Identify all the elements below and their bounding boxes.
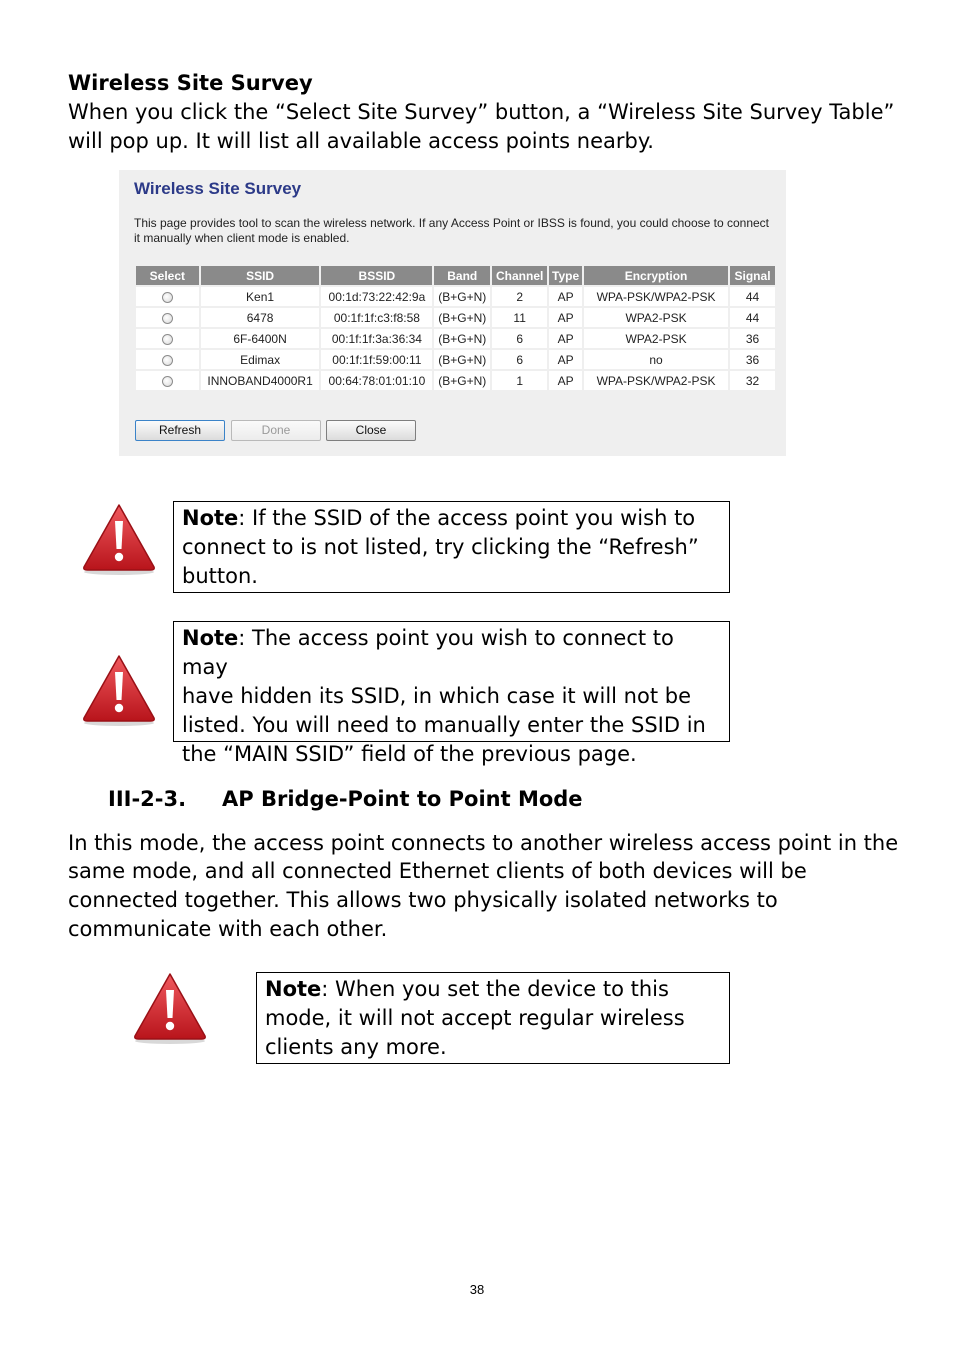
note-label: Note xyxy=(265,977,322,1001)
note-hidden-ssid xyxy=(173,621,730,766)
select-radio[interactable] xyxy=(162,292,173,303)
done-button[interactable]: Done xyxy=(231,420,321,441)
note-text: button. xyxy=(182,564,258,588)
panel-description-line: This page provides tool to scan the wireless network. If any Access Point or IBSS is found, you could choose to connect xyxy=(134,216,770,230)
note-text: clients any more. xyxy=(265,1035,447,1059)
column-header: Encryption xyxy=(584,266,728,285)
encryption-cell: WPA-PSK/WPA2-PSK xyxy=(584,287,728,306)
note-no-clients xyxy=(256,972,730,1064)
paragraph-line: When you click the “Select Site Survey” button, a “Wireless Site Survey Table” xyxy=(68,100,895,124)
table-header-row xyxy=(136,266,775,285)
channel-cell: 6 xyxy=(492,350,547,369)
select-cell xyxy=(136,329,199,348)
type-cell: AP xyxy=(549,308,582,327)
note-text: : If the SSID of the access point you wish to xyxy=(238,506,696,530)
note-text: mode, it will not accept regular wireless xyxy=(265,1006,685,1030)
column-header: Channel xyxy=(492,266,547,285)
bssid-cell: 00:1f:1f:3a:36:34 xyxy=(321,329,432,348)
site-survey-table xyxy=(134,264,777,392)
column-header: Band xyxy=(434,266,490,285)
select-cell xyxy=(136,350,199,369)
band-cell: (B+G+N) xyxy=(434,287,490,306)
note-text: the “MAIN SSID” field of the previous page. xyxy=(182,742,637,766)
note-label: Note xyxy=(182,506,239,530)
warning-triangle-icon xyxy=(81,652,157,728)
note-text: connect to is not listed, try clicking the “Refresh” xyxy=(182,535,699,559)
note-label: Note xyxy=(182,626,239,650)
column-header: Type xyxy=(549,266,582,285)
note-refresh xyxy=(173,501,730,593)
site-survey-panel xyxy=(119,170,786,456)
encryption-cell: no xyxy=(584,350,728,369)
channel-cell: 2 xyxy=(492,287,547,306)
select-radio[interactable] xyxy=(162,313,173,324)
signal-cell: 36 xyxy=(730,329,775,348)
paragraph-line: connected together. This allows two physically isolated networks to xyxy=(68,888,778,912)
warning-triangle-icon xyxy=(132,970,208,1046)
section-number: III-2-3. xyxy=(108,787,187,811)
ssid-cell: 6478 xyxy=(201,308,320,327)
select-radio[interactable] xyxy=(162,334,173,345)
table-row xyxy=(136,350,775,369)
band-cell: (B+G+N) xyxy=(434,329,490,348)
ssid-cell: 6F-6400N xyxy=(201,329,320,348)
bssid-cell: 00:64:78:01:01:10 xyxy=(321,371,432,390)
page-number: 38 xyxy=(469,1282,485,1297)
refresh-button[interactable]: Refresh xyxy=(135,420,225,441)
band-cell: (B+G+N) xyxy=(434,308,490,327)
ssid-cell: INNOBAND4000R1 xyxy=(201,371,320,390)
encryption-cell: WPA-PSK/WPA2-PSK xyxy=(584,371,728,390)
select-radio[interactable] xyxy=(162,355,173,366)
channel-cell: 11 xyxy=(492,308,547,327)
note-text: : When you set the device to this xyxy=(321,977,669,1001)
encryption-cell: WPA2-PSK xyxy=(584,329,728,348)
encryption-cell: WPA2-PSK xyxy=(584,308,728,327)
panel-description xyxy=(134,216,779,246)
column-header: BSSID xyxy=(321,266,432,285)
table-row xyxy=(136,287,775,306)
paragraph-line: In this mode, the access point connects to another wireless access point in the xyxy=(68,831,899,855)
section-title: AP Bridge-Point to Point Mode xyxy=(222,787,583,811)
note-text: listed. You will need to manually enter the SSID in xyxy=(182,713,706,737)
ssid-cell: Edimax xyxy=(201,350,320,369)
note-text: : The access point you wish to connect to may xyxy=(182,626,674,679)
channel-cell: 6 xyxy=(492,329,547,348)
select-cell xyxy=(136,371,199,390)
panel-description-line: it manually when client mode is enabled. xyxy=(134,231,350,245)
type-cell: AP xyxy=(549,287,582,306)
panel-title: Wireless Site Survey xyxy=(134,179,302,198)
type-cell: AP xyxy=(549,329,582,348)
warning-triangle-icon xyxy=(81,501,157,577)
column-header: Select xyxy=(136,266,199,285)
paragraph-line: same mode, and all connected Ethernet clients of both devices will be xyxy=(68,859,807,883)
bssid-cell: 00:1f:1f:59:00:11 xyxy=(321,350,432,369)
band-cell: (B+G+N) xyxy=(434,350,490,369)
signal-cell: 36 xyxy=(730,350,775,369)
close-button[interactable]: Close xyxy=(326,420,416,441)
type-cell: AP xyxy=(549,350,582,369)
ssid-cell: Ken1 xyxy=(201,287,320,306)
bssid-cell: 00:1d:73:22:42:9a xyxy=(321,287,432,306)
signal-cell: 44 xyxy=(730,287,775,306)
column-header: Signal xyxy=(730,266,775,285)
channel-cell: 1 xyxy=(492,371,547,390)
select-cell xyxy=(136,287,199,306)
select-radio[interactable] xyxy=(162,376,173,387)
select-cell xyxy=(136,308,199,327)
signal-cell: 32 xyxy=(730,371,775,390)
section-heading: Wireless Site Survey xyxy=(68,71,313,95)
column-header: SSID xyxy=(201,266,320,285)
table-row xyxy=(136,329,775,348)
table-row xyxy=(136,308,775,327)
type-cell: AP xyxy=(549,371,582,390)
signal-cell: 44 xyxy=(730,308,775,327)
table-row xyxy=(136,371,775,390)
paragraph-line: will pop up. It will list all available access points nearby. xyxy=(68,129,654,153)
bssid-cell: 00:1f:1f:c3:f8:58 xyxy=(321,308,432,327)
paragraph-line: communicate with each other. xyxy=(68,917,388,941)
band-cell: (B+G+N) xyxy=(434,371,490,390)
note-text: have hidden its SSID, in which case it will not be xyxy=(182,684,692,708)
